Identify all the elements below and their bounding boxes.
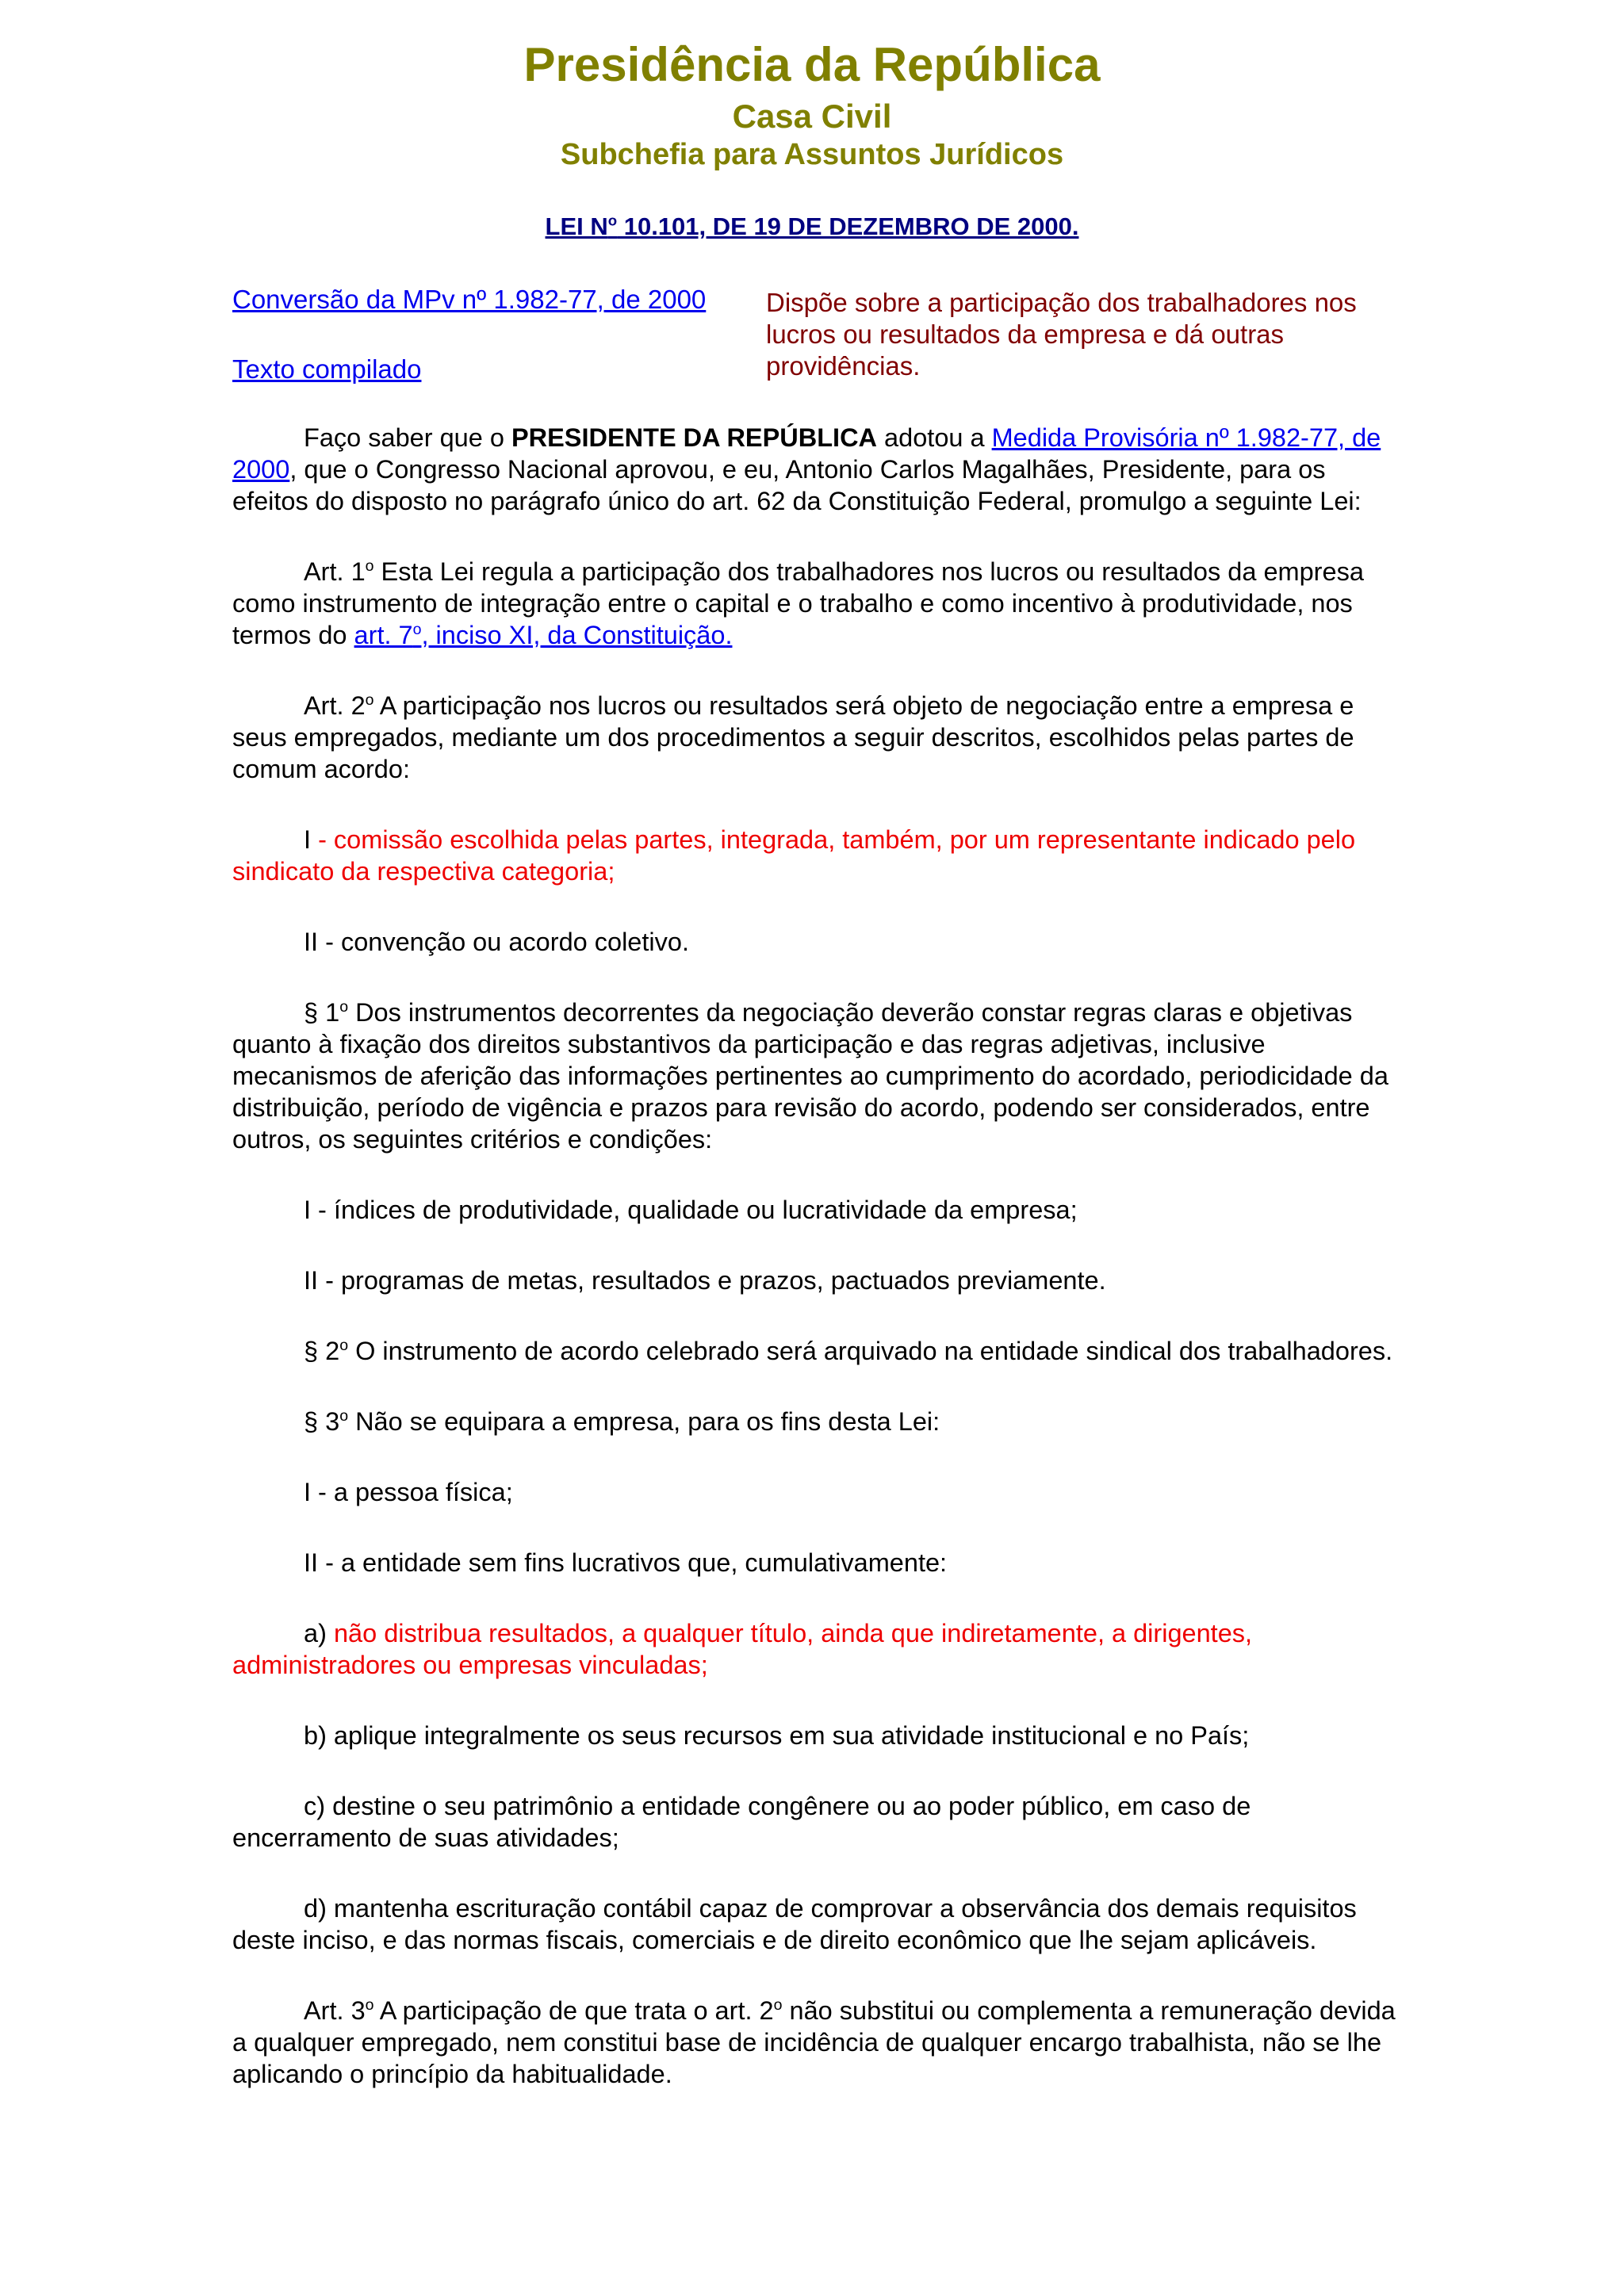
article-2-paragraph-3: § 3$^o$ Não se equipara a empresa, para os fins desta Lei: (304, 1407, 940, 1436)
alinea-c: c) destine o seu patrimônio a entidade congênere ou ao poder público, em caso de encerramento de suas atividades; (232, 1792, 1251, 1852)
law-title-link[interactable]: LEI N$^o$ 10.101, DE 19 DE DEZEMBRO DE 2000. (545, 212, 1079, 240)
article-2-paragraph-1: § 1$^o$ Dos instrumentos decorrentes da negociação deverão constar regras claras e objetivas quanto à fixação dos direitos substantivos da participação e das regras adjetivas, inclusive mecanismos de aferição das informações pertinentes ao cumprimento do acordado, periodicidade da distribuição, período de vigência e prazos para revisão do acordo, podendo ser considerados, entre outros, os seguintes critérios e condições: (232, 998, 1388, 1154)
article-2-paragraph-2: § 2$^o$ O instrumento de acordo celebrado será arquivado na entidade sindical dos trabalhadores. (304, 1337, 1393, 1365)
alinea-d: d) mantenha escrituração contábil capaz de comprovar a observância dos demais requisitos deste inciso, e das normas fiscais, comerciais e de direito econômico que lhe sejam aplicáveis. (232, 1894, 1357, 1954)
law-body (232, 422, 1406, 2129)
reference-links (232, 282, 740, 387)
amended-text: não distribua resultados, a qualquer título, ainda que indiretamente, a dirigentes, administradores ou empresas vinculadas; (232, 1619, 1253, 1679)
law-summary: Dispõe sobre a participação dos trabalhadores nos lucros ou resultados da empresa e dá outras providências. (766, 288, 1357, 381)
law-title (0, 209, 1624, 244)
mp-link[interactable]: Medida Provisória nº 1.982-77, de 2000 (232, 423, 1381, 484)
subchefia-subtitle: Subchefia para Assuntos Jurídicos (560, 138, 1064, 171)
paragraph-1-inciso-1: I - índices de produtividade, qualidade ou lucratividade da empresa; (304, 1196, 1078, 1224)
article-2-inciso-2: II - convenção ou acordo coletivo. (304, 928, 689, 956)
paragraph-3-inciso-1: I - a pessoa física; (304, 1478, 513, 1506)
article-2: Art. 2$^o$ A participação nos lucros ou resultados será objeto de negociação entre a empresa e seus empregados, mediante um dos procedimentos a seguir descritos, escolhidos pelas partes de comum acordo: (232, 691, 1354, 783)
constitution-article-link[interactable]: art. 7$^o$, inciso XI, da Constituição. (354, 621, 733, 649)
presidency-title: Presidência da República (523, 38, 1101, 91)
compiled-text-link[interactable]: Texto compilado (232, 354, 422, 384)
paragraph-1-inciso-2: II - programas de metas, resultados e prazos, pactuados previamente. (304, 1266, 1106, 1295)
article-2-inciso-1: I - comissão escolhida pelas partes, integrada, também, por um representante indicado pelo sindicato da respectiva categoria; (232, 825, 1356, 886)
amended-text: - comissão escolhida pelas partes, integrada, também, por um representante indicado pelo sindicato da respectiva categoria; (232, 825, 1356, 886)
conversion-mpv-link[interactable]: Conversão da MPv nº 1.982-77, de 2000 (232, 285, 707, 314)
article-3: Art. 3$^o$ A participação de que trata o art. 2$^o$ não substitui ou complementa a remuneração devida a qualquer empregado, nem constitui base de incidência de qualquer encargo trabalhista, não se lhe aplicando o princípio da habitualidade. (232, 1996, 1396, 2088)
alinea-a: a) não distribua resultados, a qualquer título, ainda que indiretamente, a dirigentes, administradores ou empresas vinculadas; (232, 1619, 1253, 1679)
article-1: Art. 1$^o$ Esta Lei regula a participação dos trabalhadores nos lucros ou resultados da empresa como instrumento de integração entre o capital e o trabalho e como incentivo à produtividade, nos termos do art. 7$^o$, inciso XI, da Constituição. (232, 557, 1364, 649)
preamble-paragraph: Faço saber que o PRESIDENTE DA REPÚBLICA adotou a Medida Provisória nº 1.982-77, de 2000, que o Congresso Nacional aprovou, e eu, Antonio Carlos Magalhães, Presidente, para os efeitos do disposto no parágrafo único do art. 62 da Constituição Federal, promulgo a seguinte Lei: (232, 423, 1381, 515)
alinea-b: b) aplique integralmente os seus recursos em sua atividade institucional e no País; (304, 1721, 1250, 1750)
casa-civil-subtitle: Casa Civil (732, 98, 892, 135)
paragraph-3-inciso-2: II - a entidade sem fins lucrativos que, cumulativamente: (304, 1548, 948, 1577)
